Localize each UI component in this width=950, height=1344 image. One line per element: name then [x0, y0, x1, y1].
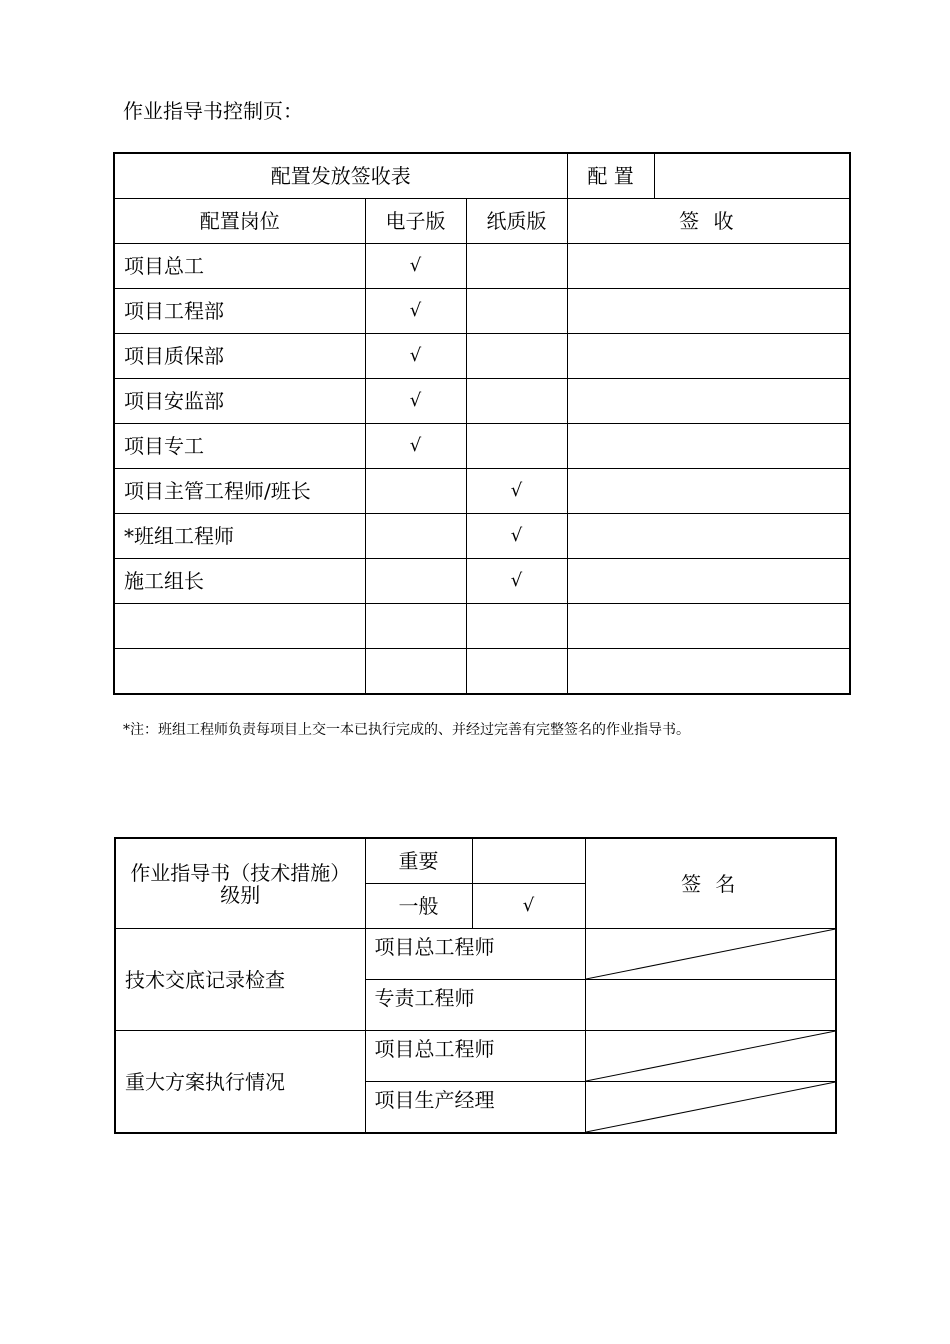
diagonal-slash-icon	[586, 1082, 836, 1132]
header-paper: 纸质版	[466, 199, 567, 244]
signature-cell[interactable]	[585, 1082, 836, 1134]
post-cell: 项目工程部	[114, 289, 365, 334]
post-cell: 项目质保部	[114, 334, 365, 379]
role-cell: 项目生产经理	[365, 1082, 585, 1134]
important-label: 重要	[365, 838, 472, 884]
table-row	[114, 649, 850, 695]
electronic-cell: √	[365, 289, 466, 334]
table-row	[114, 244, 850, 289]
level-signature-table	[114, 837, 837, 1134]
signature-header: 签 名	[585, 838, 836, 929]
paper-cell: √	[466, 514, 567, 559]
diagonal-slash-icon	[586, 929, 836, 979]
level-label-line2: 级别	[220, 882, 261, 907]
electronic-cell: √	[365, 334, 466, 379]
signature-cell[interactable]	[585, 1031, 836, 1082]
page-title: 作业指导书控制页：	[123, 99, 303, 123]
post-cell: 项目专工	[114, 424, 365, 469]
sign-cell[interactable]	[567, 514, 850, 559]
config-label: 配 置	[567, 153, 654, 199]
header-sign: 签 收	[567, 199, 850, 244]
role-cell: 项目总工程师	[365, 929, 585, 980]
config-title-row	[114, 153, 850, 199]
post-cell	[114, 649, 365, 695]
config-table-title: 配置发放签收表	[114, 153, 567, 199]
sign-cell[interactable]	[567, 649, 850, 695]
config-header-row	[114, 199, 850, 244]
header-electronic: 电子版	[365, 199, 466, 244]
section-name: 重大方案执行情况	[115, 1031, 365, 1134]
sign-cell[interactable]	[567, 604, 850, 649]
table-row	[114, 424, 850, 469]
sign-cell[interactable]	[567, 289, 850, 334]
paper-cell	[466, 244, 567, 289]
sign-cell[interactable]	[567, 559, 850, 604]
electronic-cell: √	[365, 424, 466, 469]
table-row	[114, 289, 850, 334]
signature-cell[interactable]	[585, 980, 836, 1031]
sign-cell[interactable]	[567, 244, 850, 289]
paper-cell: √	[466, 469, 567, 514]
electronic-cell	[365, 469, 466, 514]
sign-cell[interactable]	[567, 469, 850, 514]
role-cell: 专责工程师	[365, 980, 585, 1031]
level-row-important	[115, 838, 836, 884]
paper-cell	[466, 334, 567, 379]
paper-cell	[466, 604, 567, 649]
table-row	[114, 604, 850, 649]
paper-cell	[466, 424, 567, 469]
post-cell: 施工组长	[114, 559, 365, 604]
electronic-cell	[365, 514, 466, 559]
table-row	[115, 1031, 836, 1082]
post-cell	[114, 604, 365, 649]
section-name: 技术交底记录检查	[115, 929, 365, 1031]
footnote: *注：班组工程师负责每项目上交一本已执行完成的、并经过完善有完整签名的作业指导书。	[123, 722, 690, 738]
table-row	[115, 929, 836, 980]
electronic-cell: √	[365, 379, 466, 424]
electronic-cell	[365, 559, 466, 604]
level-label-line1: 作业指导书（技术措施）	[130, 860, 351, 885]
post-cell: *班组工程师	[114, 514, 365, 559]
post-cell: 项目总工	[114, 244, 365, 289]
table-row	[114, 334, 850, 379]
paper-cell	[466, 289, 567, 334]
config-value	[654, 153, 850, 199]
post-cell: 项目主管工程师/班长	[114, 469, 365, 514]
table-row	[114, 514, 850, 559]
config-distribution-table	[113, 152, 851, 695]
electronic-cell	[365, 649, 466, 695]
level-label	[115, 838, 365, 929]
role-cell: 项目总工程师	[365, 1031, 585, 1082]
paper-cell	[466, 379, 567, 424]
sign-cell[interactable]	[567, 334, 850, 379]
paper-cell: √	[466, 559, 567, 604]
table-row	[114, 559, 850, 604]
general-label: 一般	[365, 884, 472, 929]
diagonal-slash-icon	[586, 1031, 836, 1081]
electronic-cell: √	[365, 244, 466, 289]
general-mark: √	[472, 884, 585, 929]
post-cell: 项目安监部	[114, 379, 365, 424]
sign-cell[interactable]	[567, 379, 850, 424]
paper-cell	[466, 649, 567, 695]
table-row	[114, 469, 850, 514]
important-mark	[472, 838, 585, 884]
header-post: 配置岗位	[114, 199, 365, 244]
table-row	[114, 379, 850, 424]
sign-cell[interactable]	[567, 424, 850, 469]
electronic-cell	[365, 604, 466, 649]
signature-cell[interactable]	[585, 929, 836, 980]
